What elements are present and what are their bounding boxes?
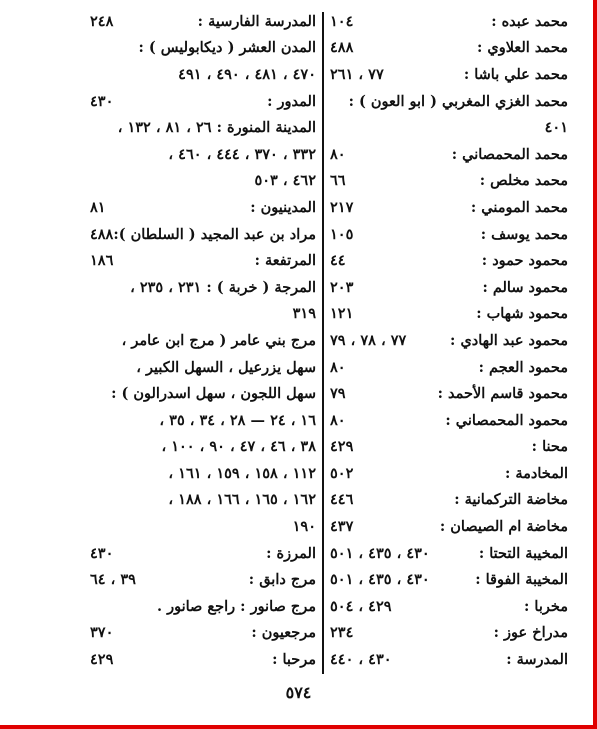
index-entry-name: المدرسة الفارسية : [197,12,316,30]
index-entry-pages: ٤٤ [330,252,346,270]
index-entry [330,194,568,221]
index-entry-pages: ٧٧ ، ٧٨ ، ٧٩ [330,331,407,349]
index-entry [90,566,316,593]
index-entry [90,168,316,195]
index-entry [330,88,568,115]
index-entry-pages: ٤٣٠ ، ٤٣٥ ، ٥٠١ [330,544,430,562]
index-entry [330,566,568,593]
index-entry-pages: ٨٠ [330,358,346,376]
index-entry [90,114,316,141]
index-entry [90,380,316,407]
index-entry [330,61,568,88]
index-entry-pages: ٢١٧ [330,198,354,216]
index-entry-pages: ٤٧٠ ، ٤٨١ ، ٤٩٠ ، ٤٩١ [178,65,316,83]
index-entry-pages: ٤٨٨ [330,39,354,57]
index-entry-name: محمد العلاوي : [476,39,568,57]
index-entry [330,487,568,514]
index-entry-pages: ٤٣٠ ، ٤٤٠ [330,651,392,669]
index-entry-name: المخادمة : [504,464,568,482]
index-entry [90,460,316,487]
index-entry-pages: ١٢١ [330,305,354,323]
index-entry [90,61,316,88]
index-entry-name: مرج صانور : راجع صانور . [157,597,316,615]
index-entry-name: محمود العجم : [478,358,568,376]
index-entry-name: محمد علي باشا : [463,65,568,83]
index-entry [330,114,568,141]
index-entry-pages: ٤٨٨ [89,225,114,243]
index-entry-pages: ٢٣٤ [330,624,354,642]
index-entry-name: المدور : [267,92,316,110]
index-column-left [90,8,316,673]
index-entry-name: محمود سالم : [482,278,568,296]
index-entry [90,141,316,168]
index-entry-pages: ١٨٦ [90,252,114,270]
index-entry-name: محمد يوسف : [480,225,568,243]
index-entry-pages: ٢٤٨ [90,12,114,30]
index-entry-pages: ٤٢٩ [90,651,114,669]
index-entry-name: محمد مخلص : [479,172,568,190]
index-entry-name: محمود قاسم الأحمد : [437,385,568,403]
index-entry [330,460,568,487]
index-entry-name: محمد المومني : [470,198,568,216]
index-entry [330,221,568,248]
index-entry [330,354,568,381]
index-entry-name: المدينة المنورة : ٢٦ ، ٨١ ، ١٣٢ ، [117,119,316,137]
index-entry [330,620,568,647]
index-entry-pages: ٦٦ [330,172,346,190]
index-entry [330,513,568,540]
index-entry-pages: ٤٠١ [544,119,568,137]
index-entry-pages: ٣٣٢ ، ٣٧٠ ، ٤٤٤ ، ٤٦٠ ، [168,145,316,163]
index-entry [90,247,316,274]
index-entry-name: محمد عبده : [491,12,568,30]
index-entry [90,88,316,115]
index-entry-pages: ٨٠ [330,411,346,429]
index-entry-pages: ٤٣٠ ، ٤٣٥ ، ٥٠١ [330,571,430,589]
index-entry-name: المرتفعة : [254,252,316,270]
index-entry-name: محمود المحمصاني : [445,411,568,429]
index-entry [330,646,568,673]
index-entry [90,274,316,301]
index-entry-name: المخيبة التحتا : [478,544,568,562]
index-entry-name: محمد المحمصاني : [451,145,568,163]
index-entry [330,8,568,35]
index-entry-name: محنا : [531,438,568,456]
index-entry [90,513,316,540]
index-entry [330,540,568,567]
index-entry-name: سهل يزرعيل ، السهل الكبير ، [136,358,316,376]
index-entry [330,141,568,168]
column-divider [322,12,324,674]
index-entry-name: المخيبة الفوقا : [475,571,568,589]
index-entry-pages: ١٠٤ [330,12,354,30]
index-entry-name: مخاضة التركمانية : [454,491,568,509]
index-entry [90,487,316,514]
index-entry [90,327,316,354]
index-entry [90,540,316,567]
index-entry-pages: ١٦ ، ٢٤ — ٢٨ ، ٣٤ ، ٣٥ ، [159,411,316,429]
index-entry-pages: ٤٣٠ [90,92,114,110]
index-column-right [330,8,568,673]
page-number: ٥٧٤ [285,683,312,702]
index-entry-pages: ٢٠٣ [330,278,354,296]
index-entry-pages: ١١٢ ، ١٥٨ ، ١٥٩ ، ١٦١ ، [168,464,316,482]
index-entry-pages: ٤٢٩ [330,438,354,456]
index-entry [90,221,316,248]
index-entry [330,35,568,62]
index-entry-pages: ٧٩ [330,385,346,403]
index-entry-name: المرجة ( خربة ) : ٢٣١ ، ٢٣٥ ، [130,278,316,296]
index-entry-pages: ١٠٥ [330,225,354,243]
index-entry-name: مخاضة ام الصيصان : [439,518,568,536]
index-entry-pages: ٣٧٠ [90,624,114,642]
index-entry [330,301,568,328]
index-entry [90,194,316,221]
index-entry-pages: ١٩٠ [292,518,316,536]
index-entry [330,407,568,434]
index-entry [330,380,568,407]
index-entry-name: مرجعيون : [251,624,316,642]
index-entry-name: المدرسة : [506,651,568,669]
index-entry-name: مخربا : [524,597,568,615]
index-entry-pages: ٤٦٢ ، ٥٠٣ [254,172,316,190]
index-entry-name: محمد الغزي المغربي ( ابو العون ) : [348,92,568,110]
index-entry-pages: ٤٣٠ [90,544,114,562]
index-entry-pages: ٣٨ ، ٤٦ ، ٤٧ ، ٩٠ ، ١٠٠ ، [161,438,316,456]
index-entry-pages: ٤٤٦ [330,491,354,509]
index-entry [90,620,316,647]
index-entry [90,8,316,35]
index-entry-name: محمود شهاب : [476,305,568,323]
index-entry-pages: ٥٠٢ [330,464,354,482]
index-entry [90,407,316,434]
index-entry-pages: ١٦٢ ، ١٦٥ ، ١٦٦ ، ١٨٨ ، [168,491,316,509]
index-entry-name: مرج بني عامر ( مرج ابن عامر ، [121,331,316,349]
index-entry [90,434,316,461]
index-entry [330,434,568,461]
index-entry-pages: ٣١٩ [292,305,316,323]
index-entry-name: المدينيون : [250,198,316,216]
index-entry-name: سهل اللجون ، سهل اسدرالون ) : [111,385,316,403]
index-entry-pages: ٨١ [90,198,106,216]
index-entry [90,35,316,62]
index-entry-pages: ٤٣٧ [330,518,354,536]
index-entry [330,247,568,274]
index-entry-name: المدن العشر ( ديكابوليس ) : [138,39,316,57]
index-entry-name: مرج دابق : [248,571,316,589]
index-entry-name: المرزة : [266,544,316,562]
index-entry-pages: ٤٢٩ ، ٥٠٤ [330,597,392,615]
index-entry [90,301,316,328]
index-entry-name: محمود حمود : [481,252,568,270]
index-entry [330,168,568,195]
index-entry-name: مراد بن عبد المجيد ( السلطان ): [113,225,316,243]
index-entry-pages: ٨٠ [330,145,346,163]
index-entry-name: مرحبا : [272,651,316,669]
index-entry-pages: ٧٧ ، ٢٦١ [330,65,384,83]
index-entry-pages: ٣٩ ، ٦٤ [90,571,136,589]
index-entry [90,354,316,381]
index-entry-name: مدراخ عوز : [493,624,568,642]
index-entry [90,646,316,673]
index-entry [90,593,316,620]
index-entry-name: محمود عبد الهادي : [450,331,568,349]
index-entry [330,327,568,354]
index-entry [330,274,568,301]
index-entry [330,593,568,620]
